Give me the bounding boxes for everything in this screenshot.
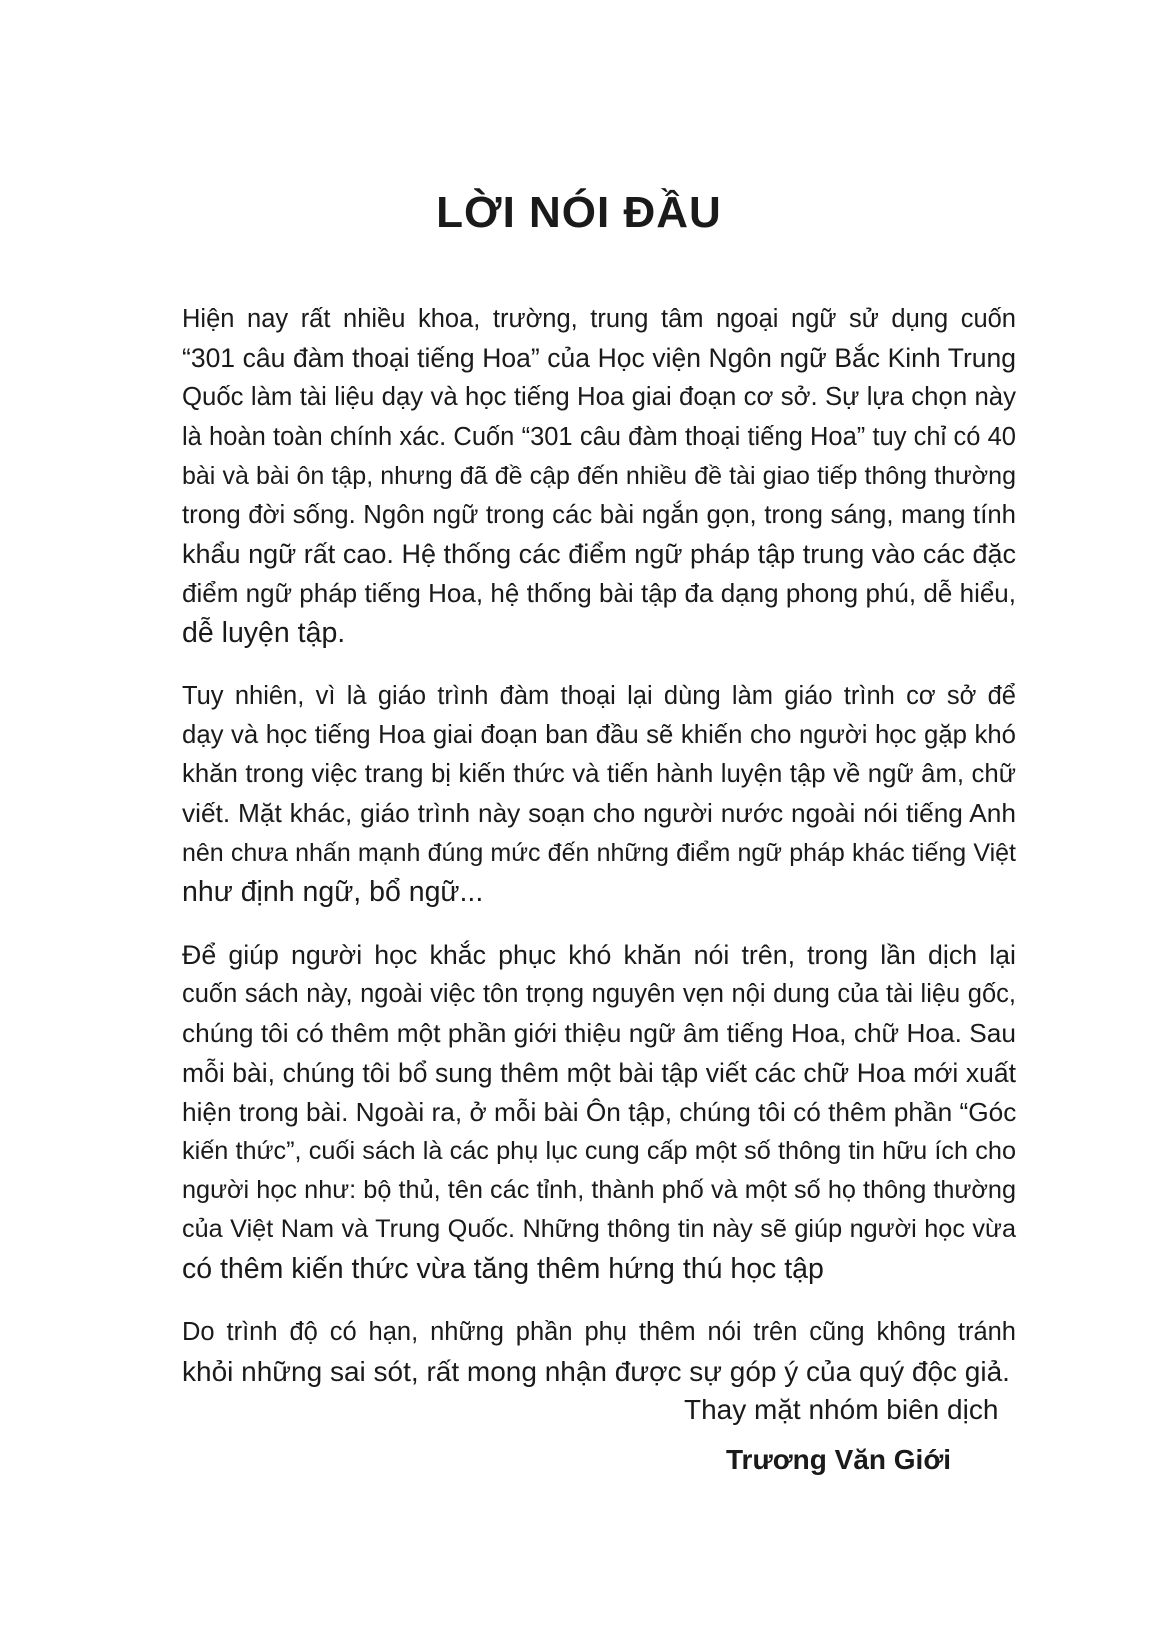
text-line: điểm ngữ pháp tiếng Hoa, hệ thống bài tập đa dạng phong phú, dễ hiểu, xyxy=(182,578,1016,609)
paragraph-3 xyxy=(122,936,1016,1289)
text-line: viết. Mặt khác, giáo trình này soạn cho người nước ngoài nói tiếng Anh xyxy=(182,798,1016,829)
text-line: dạy và học tiếng Hoa giai đoạn ban đầu sẽ khiến cho người học gặp khó xyxy=(182,721,1016,750)
text-line: Do trình độ có hạn, những phần phụ thêm nói trên cũng không tránh xyxy=(182,1317,1016,1346)
text-line: Để giúp người học khắc phục khó khăn nói trên, trong lần dịch lại xyxy=(182,940,1016,971)
text-line: cuốn sách này, ngoài việc tôn trọng nguyên vẹn nội dung của tài liệu gốc, xyxy=(182,980,1016,1009)
paragraph-2 xyxy=(122,677,1016,912)
text-line: có thêm kiến thức vừa tăng thêm hứng thú học tập xyxy=(182,1252,824,1285)
text-line: mỗi bài, chúng tôi bổ sung thêm một bài tập viết các chữ Hoa mới xuất xyxy=(182,1057,1016,1088)
text-line: khăn trong việc trang bị kiến thức và tiến hành luyện tập về ngữ âm, chữ xyxy=(182,760,1016,789)
preface-body xyxy=(122,300,1016,1415)
page-title: LỜI NÓI ĐẦU xyxy=(436,188,722,237)
text-line: bài và bài ôn tập, nhưng đã đề cập đến nhiều đề tài giao tiếp thông thường xyxy=(182,461,1016,490)
text-line: như định ngữ, bổ ngữ... xyxy=(182,875,484,908)
text-line: Hiện nay rất nhiều khoa, trường, trung tâm ngoại ngữ sử dụng cuốn xyxy=(182,305,1016,333)
paragraph-1 xyxy=(122,300,1016,653)
text-line: là hoàn toàn chính xác. Cuốn “301 câu đàm thoại tiếng Hoa” tuy chỉ có 40 xyxy=(182,422,1016,451)
text-line: Tuy nhiên, vì là giáo trình đàm thoại lại dùng làm giáo trình cơ sở để xyxy=(182,681,1016,710)
signature-name: Trương Văn Giới xyxy=(726,1444,951,1475)
paragraph-4 xyxy=(122,1313,1016,1391)
text-line: hiện trong bài. Ngoài ra, ở mỗi bài Ôn tập, chúng tôi có thêm phần “Góc xyxy=(182,1096,1017,1127)
text-line: người học như: bộ thủ, tên các tỉnh, thành phố và một số họ thông thường xyxy=(182,1176,1016,1205)
text-line: Quốc làm tài liệu dạy và học tiếng Hoa giai đoạn cơ sở. Sự lựa chọn này xyxy=(182,383,1016,412)
signature-role: Thay mặt nhóm biên dịch xyxy=(684,1394,999,1425)
text-line: “301 câu đàm thoại tiếng Hoa” của Học viện Ngôn ngữ Bắc Kinh Trung xyxy=(182,343,1016,374)
text-line: khẩu ngữ rất cao. Hệ thống các điểm ngữ pháp tập trung vào các đặc xyxy=(182,539,1016,570)
text-line: nên chưa nhấn mạnh đúng mức đến những điểm ngữ pháp khác tiếng Việt xyxy=(182,838,1016,867)
text-line: chúng tôi có thêm một phần giới thiệu ngữ âm tiếng Hoa, chữ Hoa. Sau xyxy=(182,1018,1016,1049)
text-line: của Việt Nam và Trung Quốc. Những thông tin này sẽ giúp người học vừa xyxy=(182,1215,1016,1244)
text-line: trong đời sống. Ngôn ngữ trong các bài ngắn gọn, trong sáng, mang tính xyxy=(182,501,1016,530)
text-line: khỏi những sai sót, rất mong nhận được sự góp ý của quý độc giả. xyxy=(182,1356,1010,1388)
text-line: dễ luyện tập. xyxy=(182,616,346,649)
text-line: kiến thức”, cuối sách là các phụ lục cung cấp một số thông tin hữu ích cho xyxy=(182,1137,1016,1166)
